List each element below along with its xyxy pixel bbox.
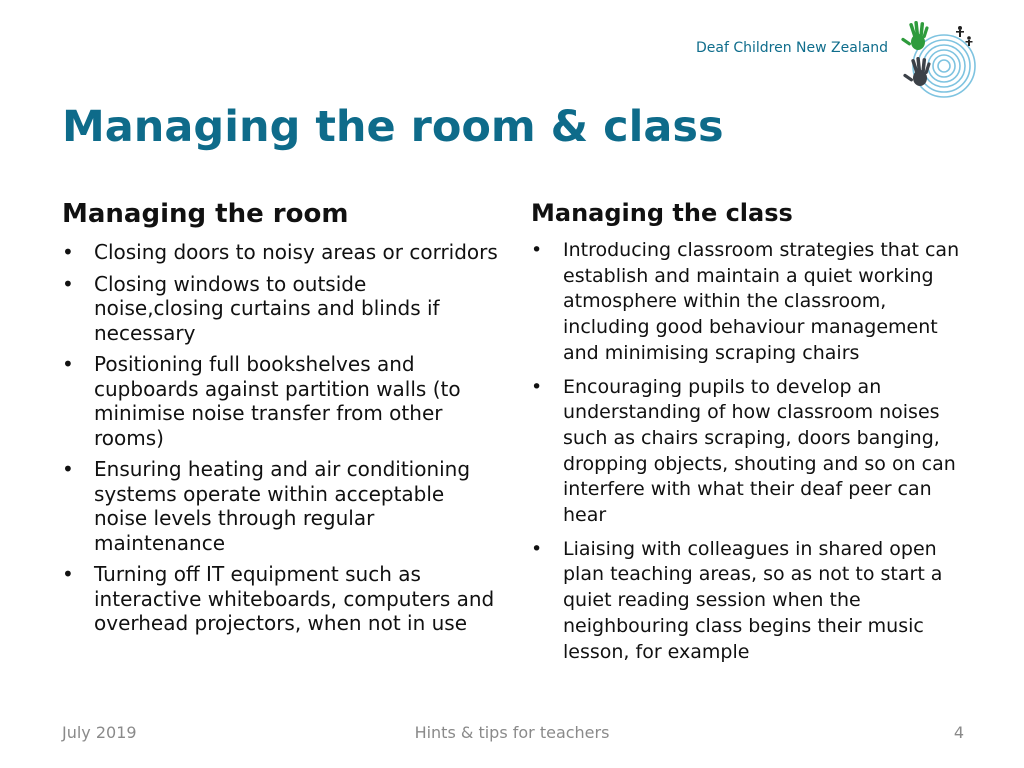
bullet: •	[62, 352, 74, 376]
org-name: Deaf Children New Zealand	[696, 40, 889, 56]
page-number: 4	[953, 723, 964, 742]
list-item-text: Ensuring heating and air conditioning systems operate within acceptable noise levels through regular maintenance	[94, 457, 471, 555]
list-item-text: Introducing classroom strategies that can establish and maintain a quiet working atmosphere within the classroom, including good behaviour management and minimising scraping chairs	[563, 239, 960, 364]
list-item	[531, 238, 971, 367]
managing-room-list	[62, 240, 502, 636]
footer-date: July 2019	[62, 723, 137, 742]
bullet: •	[531, 537, 543, 560]
bullet: •	[62, 271, 74, 296]
list-item	[62, 240, 502, 265]
managing-class-list	[531, 238, 971, 665]
bullet: •	[62, 562, 74, 586]
bullet: •	[531, 239, 543, 261]
managing-room-heading: Managing the room	[62, 199, 349, 229]
list-item-text: Positioning full bookshelves and cupboards against partition walls (to minimise noise transfer from other rooms)	[94, 352, 461, 450]
list-item-text: Closing windows to outside noise,closing curtains and blinds if necessary	[94, 271, 440, 345]
bullet: •	[531, 375, 543, 398]
list-item	[531, 537, 971, 666]
list-item-text: Turning off IT equipment such as interactive whiteboards, computers and overhead projectors, when not in use	[94, 562, 495, 635]
bullet: •	[62, 457, 74, 481]
page-title: Managing the room & class	[62, 102, 724, 152]
managing-room-column	[62, 196, 502, 643]
managing-class-heading: Managing the class	[531, 199, 793, 227]
list-item	[62, 272, 502, 346]
list-item	[62, 457, 502, 555]
list-item-text: Encouraging pupils to develop an understanding of how classroom noises such as chairs scraping, doors banging, dropping objects, shouting and so on can interfere with what their deaf peer can hear	[563, 375, 956, 527]
footer-title: Hints & tips for teachers	[414, 723, 610, 742]
list-item-text: Closing doors to noisy areas or corridors	[94, 240, 498, 264]
list-item-text: Liaising with colleagues in shared open plan teaching areas, so as not to start a quiet reading session when the neighbouring class begins their music lesson, for example	[563, 537, 943, 663]
list-item	[62, 562, 502, 636]
list-item	[531, 375, 971, 529]
list-item	[62, 352, 502, 450]
bullet: •	[62, 240, 74, 264]
managing-class-column	[531, 196, 971, 673]
hands-spiral-logo-icon	[900, 18, 980, 104]
